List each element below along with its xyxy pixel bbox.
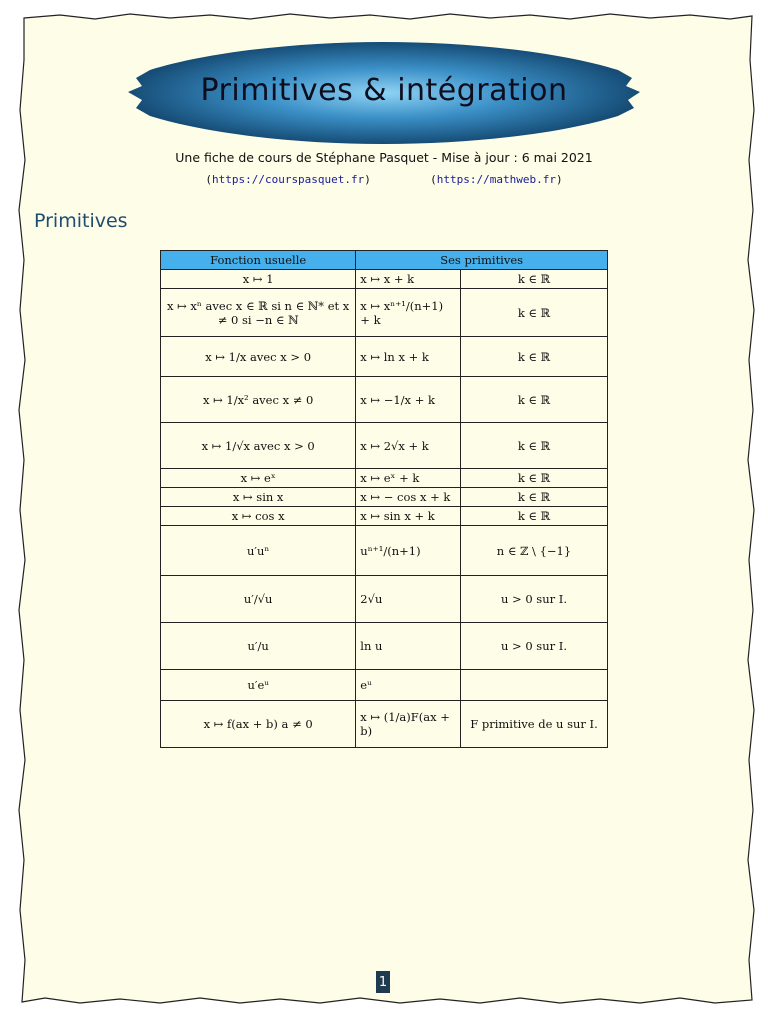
primitive-cell: ln u [356, 623, 461, 670]
table-row [161, 423, 608, 469]
condition-cell: k ∈ ℝ [460, 289, 607, 337]
table-row [161, 670, 608, 701]
condition-cell: k ∈ ℝ [460, 423, 607, 469]
links-line: (https://courspasquet.fr) (https://mathweb.fr) [205, 173, 563, 186]
table-row [161, 289, 608, 337]
function-cell: x ↦ f(ax + b) a ≠ 0 [161, 701, 356, 748]
function-cell: u′eᵘ [161, 670, 356, 701]
page-number: 1 [376, 971, 390, 993]
header-primitives: Ses primitives [356, 251, 608, 270]
primitive-cell: uⁿ⁺¹/(n+1) [356, 526, 461, 576]
section-title: Primitives [34, 210, 128, 232]
table-row [161, 337, 608, 377]
function-cell: u′uⁿ [161, 526, 356, 576]
table-row [161, 576, 608, 623]
function-cell: x ↦ xⁿ avec x ∈ ℝ si n ∈ ℕ* et x ≠ 0 si −n ∈ ℕ [161, 289, 356, 337]
table-row [161, 507, 608, 526]
function-cell: x ↦ 1/√x avec x > 0 [161, 423, 356, 469]
condition-cell: u > 0 sur I. [460, 623, 607, 670]
table-row [161, 701, 608, 748]
page-title: Primitives & intégration [200, 72, 568, 108]
primitive-cell: x ↦ (1/a)F(ax + b) [356, 701, 461, 748]
condition-cell: F primitive de u sur I. [460, 701, 607, 748]
function-cell: x ↦ eˣ [161, 469, 356, 488]
function-cell: u′/u [161, 623, 356, 670]
primitive-cell: 2√u [356, 576, 461, 623]
primitive-cell: eᵘ [356, 670, 461, 701]
condition-cell: k ∈ ℝ [460, 377, 607, 423]
header-function: Fonction usuelle [161, 251, 356, 270]
primitives-table [160, 250, 608, 748]
condition-cell: k ∈ ℝ [460, 488, 607, 507]
primitive-cell: x ↦ sin x + k [356, 507, 461, 526]
table-header-row [161, 251, 608, 270]
table-row [161, 488, 608, 507]
table-row [161, 469, 608, 488]
link-courspasquet[interactable]: https://courspasquet.fr [211, 173, 365, 186]
primitive-cell: x ↦ x + k [356, 270, 461, 289]
table-row [161, 377, 608, 423]
primitive-cell: x ↦ xⁿ⁺¹/(n+1) + k [356, 289, 461, 337]
subtitle: Une fiche de cours de Stéphane Pasquet - Mise à jour : 6 mai 2021 [175, 150, 593, 165]
function-cell: x ↦ cos x [161, 507, 356, 526]
condition-cell: u > 0 sur I. [460, 576, 607, 623]
primitive-cell: x ↦ 2√x + k [356, 423, 461, 469]
function-cell: x ↦ 1 [161, 270, 356, 289]
condition-cell: k ∈ ℝ [460, 337, 607, 377]
table-row [161, 270, 608, 289]
condition-cell: n ∈ ℤ \ {−1} [460, 526, 607, 576]
table-row [161, 623, 608, 670]
function-cell: x ↦ 1/x² avec x ≠ 0 [161, 377, 356, 423]
table-row [161, 526, 608, 576]
condition-cell: k ∈ ℝ [460, 469, 607, 488]
condition-cell: k ∈ ℝ [460, 270, 607, 289]
primitive-cell: x ↦ eˣ + k [356, 469, 461, 488]
link-mathweb[interactable]: https://mathweb.fr [436, 173, 557, 186]
condition-cell: k ∈ ℝ [460, 507, 607, 526]
condition-cell [460, 670, 607, 701]
primitive-cell: x ↦ −1/x + k [356, 377, 461, 423]
function-cell: x ↦ sin x [161, 488, 356, 507]
primitive-cell: x ↦ ln x + k [356, 337, 461, 377]
function-cell: u′/√u [161, 576, 356, 623]
primitive-cell: x ↦ − cos x + k [356, 488, 461, 507]
function-cell: x ↦ 1/x avec x > 0 [161, 337, 356, 377]
